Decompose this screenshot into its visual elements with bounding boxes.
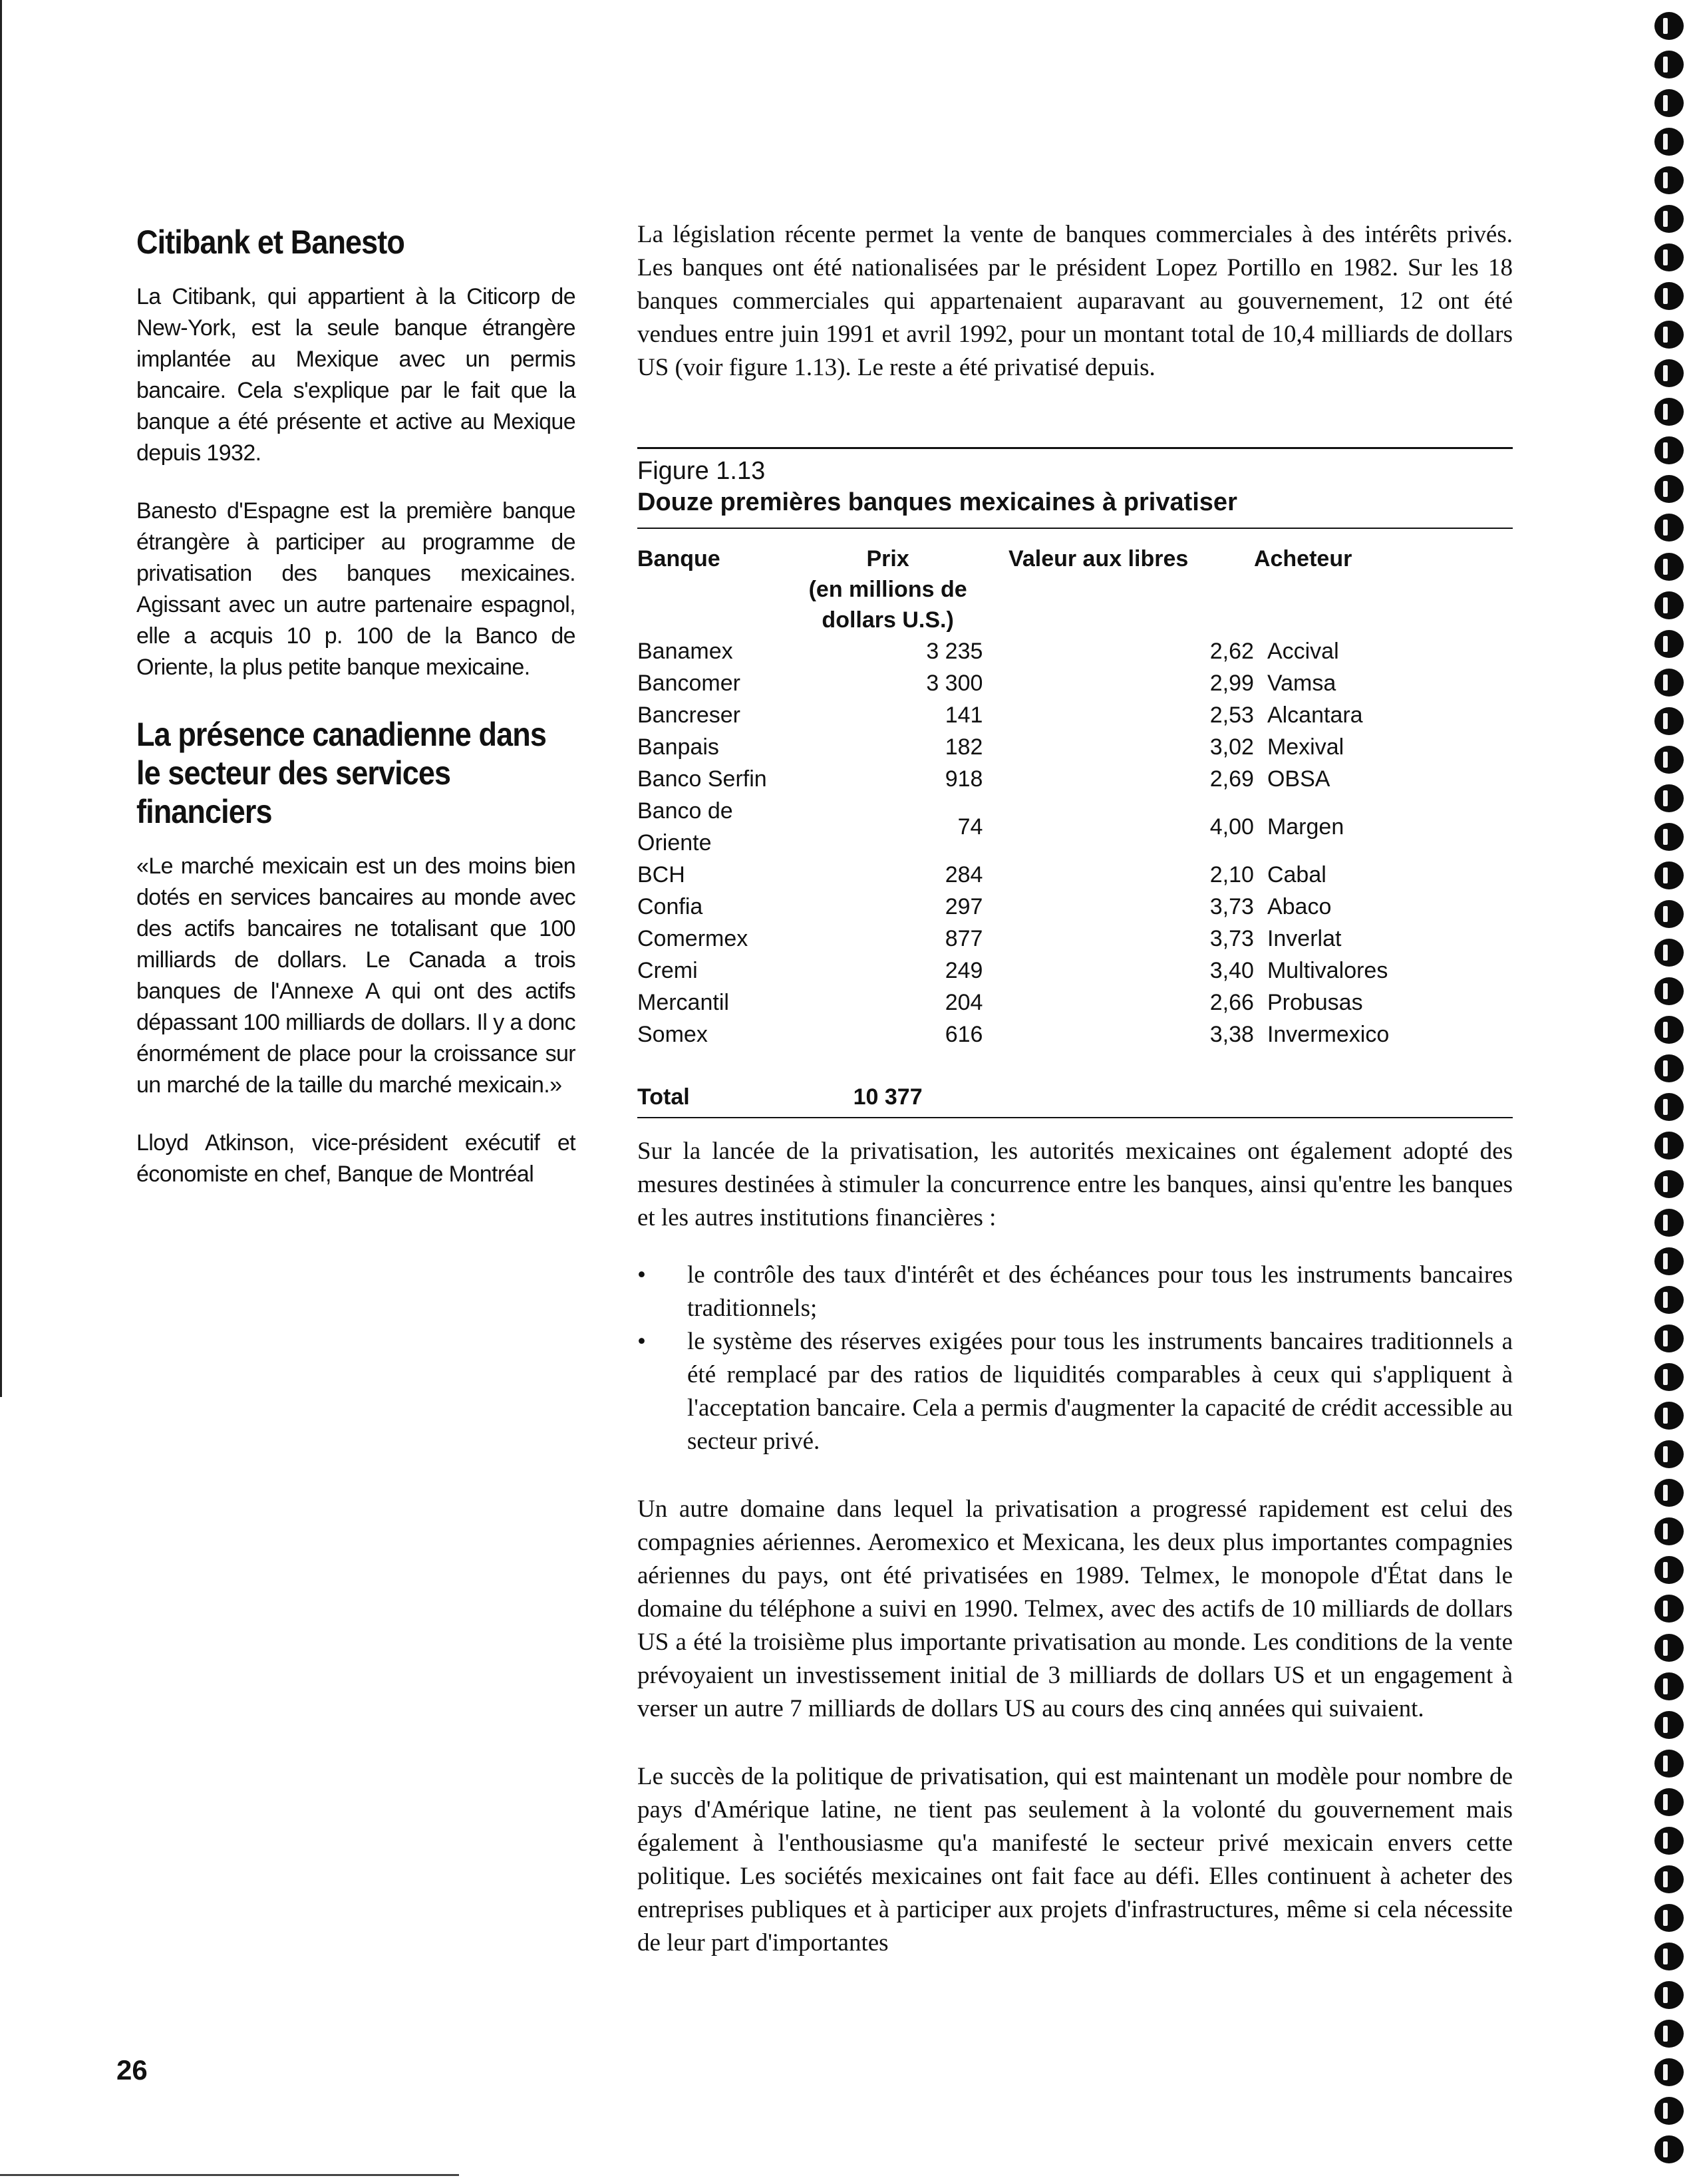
cell-buyer: OBSA bbox=[1267, 766, 1330, 792]
binder-hole bbox=[1654, 475, 1684, 503]
page-number: 26 bbox=[116, 2054, 148, 2086]
binder-hole bbox=[1654, 1440, 1684, 1468]
bottom-scan-rule bbox=[0, 2174, 459, 2176]
cell-value: 2,53 bbox=[1209, 702, 1254, 728]
binder-hole bbox=[1654, 2058, 1684, 2086]
binder-hole bbox=[1654, 128, 1684, 156]
bullet-text: le système des réserves exigées pour tous les instruments bancaires traditionnels a été remplacé par des ratios de liquidités comparables à ceux qui s'appliquent à l'acceptation bancaire. Cela a permis d'augmenter la capacité de crédit accessible au secteur privé. bbox=[687, 1328, 1513, 1455]
binder-hole bbox=[1654, 1093, 1684, 1121]
figure-title: Douze premières banques mexicaines à privatiser bbox=[637, 488, 1237, 516]
main-intro bbox=[637, 218, 1513, 385]
cell-price: 616 bbox=[945, 1022, 983, 1047]
cell-buyer: Invermexico bbox=[1267, 1022, 1390, 1047]
cell-value: 3,02 bbox=[1209, 734, 1254, 760]
figure-title-rule bbox=[637, 528, 1513, 529]
cell-value: 2,62 bbox=[1209, 639, 1254, 664]
binder-hole bbox=[1654, 977, 1684, 1005]
binder-hole bbox=[1654, 784, 1684, 812]
cell-bank: BCH bbox=[637, 862, 685, 887]
binder-hole bbox=[1654, 1672, 1684, 1700]
header-buyer: Acheteur bbox=[1253, 546, 1352, 571]
cell-price: 918 bbox=[945, 766, 983, 792]
cell-price: 249 bbox=[945, 958, 983, 983]
scan-edge-line bbox=[0, 0, 2, 1397]
binder-hole bbox=[1654, 321, 1684, 349]
cell-buyer: Alcantara bbox=[1267, 702, 1363, 728]
table-row bbox=[637, 891, 1513, 923]
cell-value: 4,00 bbox=[1209, 814, 1254, 840]
table-row bbox=[637, 699, 1513, 731]
cell-bank: Banco de Oriente bbox=[637, 798, 733, 856]
cell-price: 3 300 bbox=[926, 671, 983, 696]
binder-hole bbox=[1654, 1209, 1684, 1237]
binder-hole bbox=[1654, 2097, 1684, 2125]
bullet-text: le contrôle des taux d'intérêt et des échéances pour tous les instruments bancaires traditionnels; bbox=[687, 1261, 1513, 1322]
total-label: Total bbox=[637, 1084, 690, 1110]
table-row bbox=[637, 731, 1513, 763]
cell-value: 2,99 bbox=[1209, 671, 1254, 696]
binder-hole bbox=[1654, 823, 1684, 851]
cell-price: 182 bbox=[945, 734, 983, 760]
cell-bank: Bancomer bbox=[637, 671, 740, 696]
bullet-marker: • bbox=[637, 1261, 646, 1289]
sidebar-paragraph-banesto: Banesto d'Espagne est la première banque étrangère à participer au programme de privatisation des banques mexicaines. Agissant avec un autre partenaire espagnol, elle a acquis 10 p. 100 de la Banco de Oriente, la plus petite banque mexicaine. bbox=[136, 498, 575, 680]
binder-hole bbox=[1654, 2135, 1684, 2163]
binder-hole bbox=[1654, 1556, 1684, 1584]
cell-value: 2,66 bbox=[1209, 990, 1254, 1015]
table-row bbox=[637, 795, 1513, 859]
binder-hole bbox=[1654, 1595, 1684, 1623]
cell-price: 877 bbox=[945, 926, 983, 951]
binder-hole bbox=[1654, 553, 1684, 581]
table-row bbox=[637, 955, 1513, 987]
table-row bbox=[637, 923, 1513, 955]
cell-bank: Cremi bbox=[637, 958, 698, 983]
binder-hole bbox=[1654, 591, 1684, 619]
binder-hole bbox=[1654, 51, 1684, 78]
cell-value: 3,38 bbox=[1209, 1022, 1254, 1047]
binder-hole bbox=[1654, 900, 1684, 928]
binder-hole bbox=[1654, 861, 1684, 889]
table-row bbox=[637, 859, 1513, 891]
list-item bbox=[637, 1259, 1513, 1325]
binder-hole bbox=[1654, 166, 1684, 194]
binder-hole bbox=[1654, 1170, 1684, 1198]
cell-buyer: Abaco bbox=[1267, 894, 1332, 919]
table-header-row bbox=[637, 544, 1513, 635]
cell-price: 284 bbox=[945, 862, 983, 887]
binder-hole bbox=[1654, 1788, 1684, 1816]
binder-hole bbox=[1654, 1865, 1684, 1893]
binder-hole bbox=[1654, 1132, 1684, 1160]
total-row bbox=[637, 1050, 1513, 1117]
cell-buyer: Probusas bbox=[1267, 990, 1363, 1015]
cell-price: 3 235 bbox=[926, 639, 983, 664]
binder-hole bbox=[1654, 89, 1684, 117]
main-after-table bbox=[637, 1135, 1513, 1960]
binder-hole bbox=[1654, 1325, 1684, 1352]
sidebar-quote: «Le marché mexicain est un des moins bien dotés en services bancaires au monde avec des actifs bancaires ne totalisant que 100 milliards de dollars. Le Canada a trois banques de l'Annexe A qui ont des actifs dépassant 100 milliards de dollars. Il y a donc énormément de place pour la croissance sur un marché de la taille du marché mexicain.» bbox=[136, 854, 575, 1098]
cell-price: 297 bbox=[945, 894, 983, 919]
binder-hole bbox=[1654, 1827, 1684, 1855]
header-price-line2: (en millions de bbox=[808, 577, 967, 602]
cell-value: 3,73 bbox=[1209, 894, 1254, 919]
cell-bank: Bancreser bbox=[637, 702, 740, 728]
header-value: Valeur aux libres bbox=[1008, 546, 1189, 571]
cell-bank: Banamex bbox=[637, 639, 733, 664]
cell-bank: Confia bbox=[637, 894, 703, 919]
cell-buyer: Inverlat bbox=[1267, 926, 1342, 951]
table-body bbox=[637, 635, 1513, 1050]
cell-bank: Comermex bbox=[637, 926, 748, 951]
header-bank: Banque bbox=[637, 546, 720, 571]
cell-buyer: Multivalores bbox=[1267, 958, 1388, 983]
cell-bank: Mercantil bbox=[637, 990, 729, 1015]
binder-hole bbox=[1654, 1363, 1684, 1391]
cell-value: 3,40 bbox=[1209, 958, 1254, 983]
success-paragraph: Le succès de la politique de privatisation, qui est maintenant un modèle pour nombre de pays d'Amérique latine, ne tient pas seulement à la volonté du gouvernement mais également à l'enthousiasme qu'a manifesté le secteur privé mexicain envers cette politique. Les sociétés mexicaines ont fait face au défi. Elles continuent à acheter des entreprises publiques et à participer aux projets d'infrastructures, même si cela nécessite de leur part d'importantes bbox=[637, 1763, 1513, 1956]
header-price-line1: Prix bbox=[866, 546, 909, 571]
binder-hole bbox=[1654, 359, 1684, 387]
cell-buyer: Margen bbox=[1267, 814, 1344, 840]
table-row bbox=[637, 763, 1513, 795]
binder-hole bbox=[1654, 205, 1684, 233]
binder-hole bbox=[1654, 1711, 1684, 1739]
figure-bottom-rule bbox=[637, 1117, 1513, 1118]
binder-hole bbox=[1654, 630, 1684, 658]
binder-hole bbox=[1654, 1904, 1684, 1932]
binder-hole bbox=[1654, 669, 1684, 697]
cell-price: 74 bbox=[957, 814, 983, 840]
bullet-marker: • bbox=[637, 1328, 646, 1355]
sidebar-paragraph-citibank: La Citibank, qui appartient à la Citicorp de New-York, est la seule banque étrangère implantée au Mexique avec un permis bancaire. Cela s'explique par le fait que la banque a été présente et active au Mexique depuis 1932. bbox=[136, 284, 575, 466]
airlines-paragraph: Un autre domaine dans lequel la privatisation a progressé rapidement est celui des compagnies aériennes. Aeromexico et Mexicana, les deux plus importantes compagnies aériennes du pays, ont été privatisées en 1989. Telmex, le monopole d'État dans le domaine du téléphone a suivi en 1990. Telmex, avec des actifs de 10 milliards de dollars US a été la troisième plus importante privatisation au monde. Les conditions de la vente prévoyaient un investissement initial de 3 milliards de dollars US et un engagement à verser un autre 7 milliards de dollars US au cours des cinq années qui suivaient. bbox=[637, 1495, 1513, 1722]
binder-hole bbox=[1654, 1247, 1684, 1275]
table-row bbox=[637, 1018, 1513, 1050]
cell-value: 3,73 bbox=[1209, 926, 1254, 951]
cell-value: 2,69 bbox=[1209, 766, 1254, 792]
total-empty-buyer bbox=[1254, 1050, 1513, 1117]
sidebar-heading-citibank: Citibank et Banesto bbox=[136, 224, 404, 261]
binder-hole bbox=[1654, 2020, 1684, 2048]
cell-bank: Somex bbox=[637, 1022, 708, 1047]
header-price-line3: dollars U.S.) bbox=[822, 607, 954, 633]
banks-table bbox=[637, 544, 1513, 1117]
measures-list bbox=[637, 1259, 1513, 1458]
binder-hole bbox=[1654, 1286, 1684, 1314]
binder-hole bbox=[1654, 1981, 1684, 2009]
binder-hole bbox=[1654, 1054, 1684, 1082]
binder-hole bbox=[1654, 1402, 1684, 1430]
figure-1-13 bbox=[637, 447, 1513, 1118]
binder-holes-strip bbox=[1654, 12, 1688, 2181]
measures-paragraph: Sur la lancée de la privatisation, les autorités mexicaines ont également adopté des mesures destinées à stimuler la concurrence entre les banques, ainsi qu'entre les banques et les autres institutions financières : bbox=[637, 1138, 1513, 1231]
intro-paragraph: La législation récente permet la vente de banques commerciales à des intérêts privés. Les banques ont été nationalisées par le président Lopez Portillo en 1982. Sur les 18 banques commerciales qui appartenaient auparavant au gouvernement, 12 ont été vendues entre juin 1991 et avril 1992, pour un montant total de 10,4 milliards de dollars US (voir figure 1.13). Le reste a été privatisé depuis. bbox=[637, 221, 1513, 381]
cell-bank: Banpais bbox=[637, 734, 719, 760]
sidebar-attribution: Lloyd Atkinson, vice-président exécutif et économiste en chef, Banque de Montréal bbox=[136, 1130, 575, 1187]
figure-top-rule bbox=[637, 447, 1513, 449]
binder-hole bbox=[1654, 1016, 1684, 1044]
list-item bbox=[637, 1325, 1513, 1458]
cell-buyer: Mexival bbox=[1267, 734, 1344, 760]
binder-hole bbox=[1654, 514, 1684, 542]
binder-hole bbox=[1654, 436, 1684, 464]
binder-hole bbox=[1654, 243, 1684, 271]
binder-hole bbox=[1654, 1634, 1684, 1662]
binder-hole bbox=[1654, 398, 1684, 426]
table-row bbox=[637, 987, 1513, 1018]
binder-hole bbox=[1654, 707, 1684, 735]
cell-price: 204 bbox=[945, 990, 983, 1015]
binder-hole bbox=[1654, 746, 1684, 774]
cell-value: 2,10 bbox=[1209, 862, 1254, 887]
cell-bank: Banco Serfin bbox=[637, 766, 767, 792]
binder-hole bbox=[1654, 1943, 1684, 1970]
binder-hole bbox=[1654, 939, 1684, 967]
cell-buyer: Cabal bbox=[1267, 862, 1326, 887]
sidebar-heading-canadian-presence: La présence canadienne dans le secteur des services financiers bbox=[136, 716, 546, 830]
binder-hole bbox=[1654, 1479, 1684, 1507]
total-value: 10 377 bbox=[853, 1084, 923, 1110]
cell-price: 141 bbox=[945, 702, 983, 728]
total-empty-value bbox=[983, 1050, 1254, 1117]
binder-hole bbox=[1654, 1750, 1684, 1778]
cell-buyer: Accival bbox=[1267, 639, 1339, 664]
table-row bbox=[637, 635, 1513, 667]
figure-label: Figure 1.13 bbox=[637, 457, 766, 485]
table-row bbox=[637, 667, 1513, 699]
sidebar bbox=[136, 223, 575, 1217]
binder-hole bbox=[1654, 282, 1684, 310]
cell-buyer: Vamsa bbox=[1267, 671, 1336, 696]
binder-hole bbox=[1654, 12, 1684, 40]
header-price bbox=[793, 544, 983, 635]
binder-hole bbox=[1654, 1517, 1684, 1545]
